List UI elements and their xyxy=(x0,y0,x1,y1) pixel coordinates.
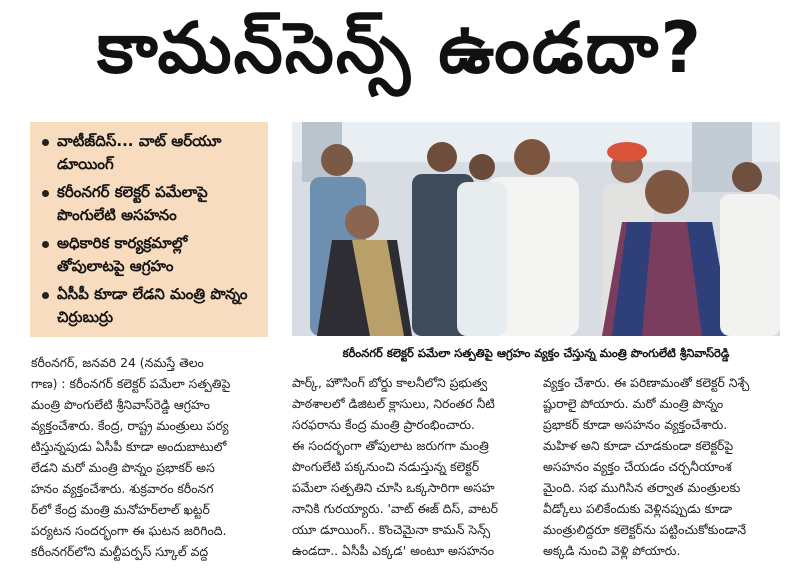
article-line: యూ డూయింగ్.. కొంచెమైనా కామన్ సెన్స్ xyxy=(292,522,491,537)
article-line: ఈ సందర్భంగా తోపులాట జరుగగా మంత్రి xyxy=(292,438,489,453)
news-photo xyxy=(292,122,780,336)
article-line: నానికి గురయ్యారు. 'వాట్ ఈజ్ దిస్, వాటర్ xyxy=(292,501,498,516)
article-line: మహిళ అని కూడా చూడకుండా కలెక్టర్‌పై xyxy=(543,438,734,453)
highlight-item xyxy=(42,181,258,227)
article-line: టిస్తున్నపుడు ఏసీపీ కూడా అందుబాటులో xyxy=(31,439,227,454)
article-line: వ్యక్తం చేశారు. ఈ పరిణామంతో కలెక్టర్ నిశ్చే xyxy=(543,375,750,390)
article-line: మంత్రులిద్దరూ కలెక్టర్‌ను పట్టించుకోకుండానే xyxy=(543,522,747,537)
article-line: పాఠశాలలో డిజిటల్ క్లాసులు, నిరంతర నీటి xyxy=(292,396,495,411)
highlight-text: వాటీజ్‌దిస్... వాట్ ఆర్‌యూ డూయింగ్ xyxy=(57,132,222,173)
headline: కామన్‌సెన్స్ ఉండదా? xyxy=(97,6,703,89)
article-line: అక్కడి నుంచి వెళ్లి పోయారు. xyxy=(543,543,681,558)
bullet-icon xyxy=(42,241,49,248)
highlights-box xyxy=(30,122,268,337)
bullet-icon xyxy=(42,139,49,146)
article-column-2 xyxy=(292,372,532,582)
article-line: వీడ్కోలు పలికేందుకు వెళ్లినప్పుడు కూడా xyxy=(543,501,732,516)
photo-caption: కరీంనగర్ కలెక్టర్ పమేలా సత్పతిపై ఆగ్రహం వ్యక్తం చేస్తున్న మంత్రి పొంగులేటి శ్రీనివాస్‌రెడ్డి xyxy=(342,346,730,360)
article-line: పమేలా సత్పతిని చూసి ఒక్కసారిగా అసహ xyxy=(292,480,495,495)
article-line: లేడని మరో మంత్రి పొన్నం ప్రభాకర్ అస xyxy=(31,460,215,475)
article-line: కరీంనగర్‌లోని మల్టీపర్పస్ స్కూల్ వద్ద xyxy=(31,544,209,559)
highlight-text: అధికారిక కార్యక్రమాల్లో తోపులాటపై ఆగ్రహం xyxy=(57,234,188,275)
article-line: పొంగులేటి పక్కనుంచి నడుస్తున్న కలెక్టర్ xyxy=(292,459,480,474)
article-line: ఉండదా.. ఏసీపీ ఎక్కడ' అంటూ అసహనం xyxy=(292,543,495,558)
news-photo-illustration xyxy=(292,122,780,336)
article-line: వ్యక్తంచేశారు. కేంద్ర, రాష్ట్ర మంత్రులు పర్య xyxy=(31,418,229,433)
highlight-item xyxy=(42,232,258,278)
highlight-text: కరీంనగర్ కలెక్టర్ పమేలాపై పొంగులేటి అసహనం xyxy=(57,183,208,224)
article-column-3 xyxy=(543,372,783,582)
bullet-icon xyxy=(42,190,49,197)
article-line: మైంది. సభ ముగిసిన తర్వాత మంత్రులకు xyxy=(543,480,741,495)
highlight-item xyxy=(42,130,258,176)
highlight-text: ఏసీపీ కూడా లేడని మంత్రి పొన్నం చిర్రుబుర్రు xyxy=(57,285,248,326)
article-line: ర్‌లో కేంద్ర మంత్రి మనోహర్‌లాల్ ఖట్టర్ xyxy=(31,502,210,517)
article-line: హనం వ్యక్తంచేశారు. శుక్రవారం కరీంనగ xyxy=(31,481,214,496)
article-line: కరీంనగర్, జనవరి 24 (నమస్తే తెలం xyxy=(31,355,204,370)
article-line: ష్టురాలై పోయారు. మరో మంత్రి పొన్నం xyxy=(543,396,724,411)
article-line: అసహనం వ్యక్తం చేయడం చర్చనీయాంశ xyxy=(543,459,732,474)
article-line: గాణ) : కరీంనగర్ కలెక్టర్ పమేలా సత్పతిపై xyxy=(31,376,231,391)
bullet-icon xyxy=(42,292,49,299)
article-line: మంత్రి పొంగులేటి శ్రీనివాస్‌రెడ్డి ఆగ్రహం xyxy=(31,397,210,412)
article-line: ప్రభాకర్ కూడా అసహనం వ్యక్తంచేశారు. xyxy=(543,417,728,432)
article-column-1 xyxy=(31,352,274,582)
article-line: పర్యటన సందర్భంగా ఈ ఘటన జరిగింది. xyxy=(31,523,227,538)
highlight-item xyxy=(42,283,258,329)
article-line: పార్క్, హౌసింగ్ బోర్డు కాలనీలోని ప్రభుత్వ xyxy=(292,375,488,390)
article-line: సరఫరాను కేంద్ర మంత్రి ప్రారంభించారు. xyxy=(292,417,475,432)
